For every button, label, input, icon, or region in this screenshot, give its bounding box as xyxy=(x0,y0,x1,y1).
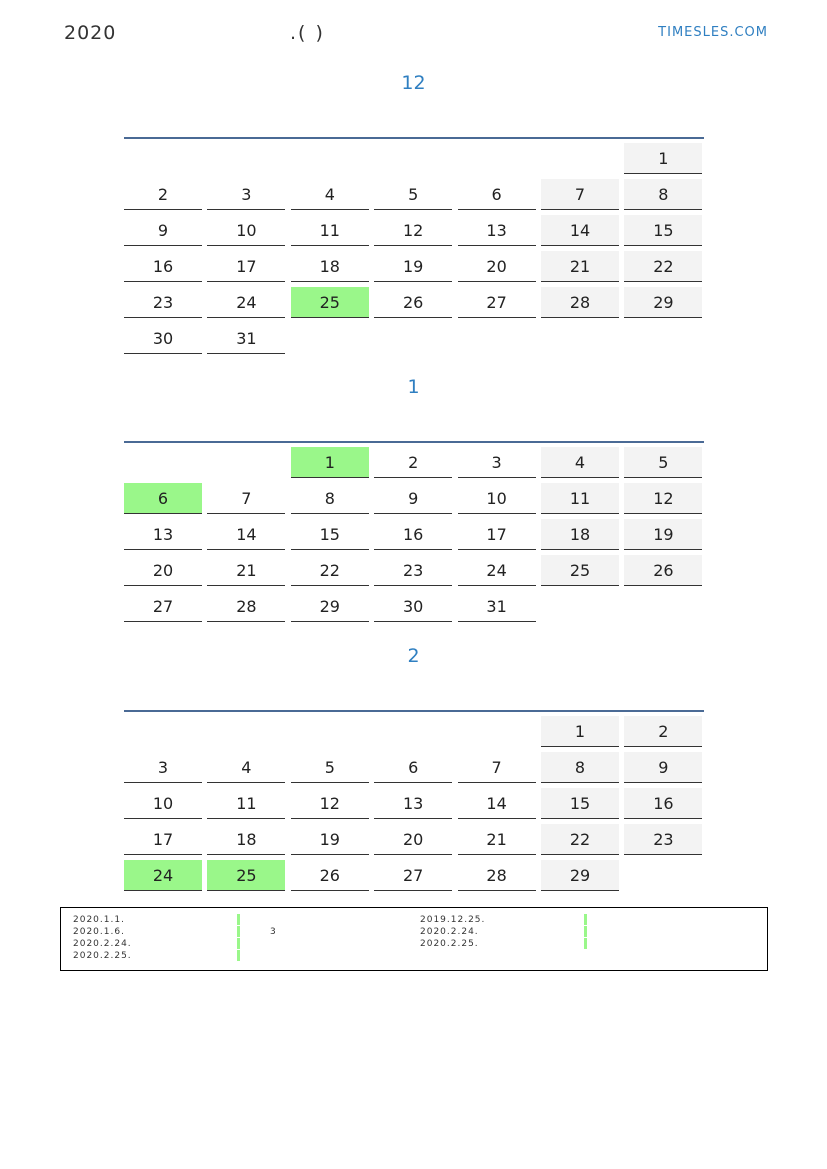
day-cell[interactable]: 18 xyxy=(207,824,285,855)
day-cell[interactable]: 26 xyxy=(374,287,452,318)
month-title: 12 xyxy=(401,72,426,94)
day-cell[interactable]: 31 xyxy=(458,591,536,622)
day-cell[interactable]: 10 xyxy=(124,788,202,819)
day-cell[interactable]: 20 xyxy=(458,251,536,282)
day-cell[interactable]: 5 xyxy=(291,752,369,783)
day-cell[interactable]: 15 xyxy=(624,215,702,246)
day-cell[interactable]: 30 xyxy=(374,591,452,622)
day-cell[interactable]: 7 xyxy=(458,752,536,783)
legend-holiday-marker xyxy=(237,950,240,961)
day-cell[interactable]: 4 xyxy=(541,447,619,478)
month-title: 1 xyxy=(407,376,420,398)
holiday-legend xyxy=(60,907,768,971)
day-cell[interactable]: 29 xyxy=(291,591,369,622)
day-cell[interactable]: 3 xyxy=(124,752,202,783)
day-cell[interactable]: 18 xyxy=(291,251,369,282)
day-cell[interactable]: 17 xyxy=(207,251,285,282)
site-link[interactable]: TIMESLES.COM xyxy=(658,25,768,40)
day-cell[interactable]: 26 xyxy=(624,555,702,586)
day-cell[interactable]: 19 xyxy=(291,824,369,855)
page-header xyxy=(64,22,768,46)
day-cell[interactable]: 23 xyxy=(374,555,452,586)
month-grid-rule xyxy=(124,137,704,139)
day-cell[interactable]: 27 xyxy=(374,860,452,891)
legend-right-date: 2020.2.24. xyxy=(420,927,479,937)
day-cell[interactable]: 14 xyxy=(207,519,285,550)
day-cell[interactable]: 9 xyxy=(124,215,202,246)
legend-right-date: 2019.12.25. xyxy=(420,915,486,925)
day-cell[interactable]: 28 xyxy=(541,287,619,318)
day-cell[interactable]: 10 xyxy=(458,483,536,514)
day-cell[interactable]: 6 xyxy=(458,179,536,210)
day-cell[interactable]: 13 xyxy=(458,215,536,246)
day-cell[interactable]: 8 xyxy=(624,179,702,210)
day-cell[interactable]: 5 xyxy=(374,179,452,210)
day-cell[interactable]: 7 xyxy=(207,483,285,514)
day-cell[interactable]: 25 xyxy=(541,555,619,586)
day-cell[interactable]: 21 xyxy=(541,251,619,282)
day-cell[interactable]: 16 xyxy=(624,788,702,819)
day-cell[interactable]: 29 xyxy=(541,860,619,891)
legend-holiday-marker xyxy=(584,914,587,925)
header-title: .( ) xyxy=(290,22,325,44)
day-cell[interactable]: 12 xyxy=(291,788,369,819)
day-cell[interactable]: 6 xyxy=(374,752,452,783)
day-cell[interactable]: 4 xyxy=(207,752,285,783)
legend-left-date: 2020.1.6. xyxy=(73,927,125,937)
holiday-day-cell[interactable]: 1 xyxy=(291,447,369,478)
day-cell[interactable]: 22 xyxy=(541,824,619,855)
day-cell[interactable]: 15 xyxy=(541,788,619,819)
day-cell[interactable]: 3 xyxy=(458,447,536,478)
day-cell[interactable]: 3 xyxy=(207,179,285,210)
legend-left-date: 2020.1.1. xyxy=(73,915,125,925)
legend-right-date: 2020.2.25. xyxy=(420,939,479,949)
day-cell[interactable]: 16 xyxy=(374,519,452,550)
holiday-day-cell[interactable]: 6 xyxy=(124,483,202,514)
day-cell[interactable]: 28 xyxy=(207,591,285,622)
day-cell[interactable]: 20 xyxy=(374,824,452,855)
legend-holiday-marker xyxy=(584,938,587,949)
month-grid-rule xyxy=(124,710,704,712)
day-cell[interactable]: 11 xyxy=(541,483,619,514)
legend-left-date: 2020.2.24. xyxy=(73,939,132,949)
day-cell[interactable]: 2 xyxy=(124,179,202,210)
holiday-day-cell[interactable]: 25 xyxy=(291,287,369,318)
day-cell[interactable]: 1 xyxy=(541,716,619,747)
day-cell[interactable]: 9 xyxy=(374,483,452,514)
day-cell[interactable]: 23 xyxy=(124,287,202,318)
day-cell[interactable]: 13 xyxy=(124,519,202,550)
day-cell[interactable]: 2 xyxy=(374,447,452,478)
legend-note: 3 xyxy=(270,927,277,937)
day-cell[interactable]: 11 xyxy=(207,788,285,819)
day-cell[interactable]: 12 xyxy=(374,215,452,246)
day-cell[interactable]: 22 xyxy=(624,251,702,282)
legend-holiday-marker xyxy=(584,926,587,937)
day-cell[interactable]: 19 xyxy=(624,519,702,550)
day-cell[interactable]: 21 xyxy=(207,555,285,586)
day-cell[interactable]: 21 xyxy=(458,824,536,855)
day-cell[interactable]: 9 xyxy=(624,752,702,783)
day-cell[interactable]: 7 xyxy=(541,179,619,210)
legend-holiday-marker xyxy=(237,926,240,937)
day-cell[interactable]: 28 xyxy=(458,860,536,891)
legend-left-date: 2020.2.25. xyxy=(73,951,132,961)
day-cell[interactable]: 8 xyxy=(291,483,369,514)
day-cell[interactable]: 14 xyxy=(458,788,536,819)
month-title: 2 xyxy=(407,645,420,667)
day-cell[interactable]: 8 xyxy=(541,752,619,783)
day-cell[interactable]: 19 xyxy=(374,251,452,282)
day-cell[interactable]: 26 xyxy=(291,860,369,891)
day-cell[interactable]: 11 xyxy=(291,215,369,246)
day-cell[interactable]: 15 xyxy=(291,519,369,550)
day-cell[interactable]: 18 xyxy=(541,519,619,550)
day-cell[interactable]: 13 xyxy=(374,788,452,819)
day-cell[interactable]: 30 xyxy=(124,323,202,354)
day-cell[interactable]: 31 xyxy=(207,323,285,354)
day-cell[interactable]: 4 xyxy=(291,179,369,210)
day-cell[interactable]: 17 xyxy=(458,519,536,550)
day-cell[interactable]: 20 xyxy=(124,555,202,586)
day-cell[interactable]: 24 xyxy=(207,287,285,318)
holiday-day-cell[interactable]: 24 xyxy=(124,860,202,891)
day-cell[interactable]: 2 xyxy=(624,716,702,747)
day-cell[interactable]: 17 xyxy=(124,824,202,855)
legend-holiday-marker xyxy=(237,938,240,949)
day-cell[interactable]: 27 xyxy=(124,591,202,622)
day-cell[interactable]: 24 xyxy=(458,555,536,586)
day-cell[interactable]: 5 xyxy=(624,447,702,478)
day-cell[interactable]: 22 xyxy=(291,555,369,586)
header-year: 2020 xyxy=(64,22,117,44)
day-cell[interactable]: 12 xyxy=(624,483,702,514)
day-cell[interactable]: 10 xyxy=(207,215,285,246)
day-cell[interactable]: 14 xyxy=(541,215,619,246)
legend-holiday-marker xyxy=(237,914,240,925)
day-cell[interactable]: 16 xyxy=(124,251,202,282)
month-grid-rule xyxy=(124,441,704,443)
holiday-day-cell[interactable]: 25 xyxy=(207,860,285,891)
day-cell[interactable]: 27 xyxy=(458,287,536,318)
day-cell[interactable]: 23 xyxy=(624,824,702,855)
day-cell[interactable]: 1 xyxy=(624,143,702,174)
day-cell[interactable]: 29 xyxy=(624,287,702,318)
